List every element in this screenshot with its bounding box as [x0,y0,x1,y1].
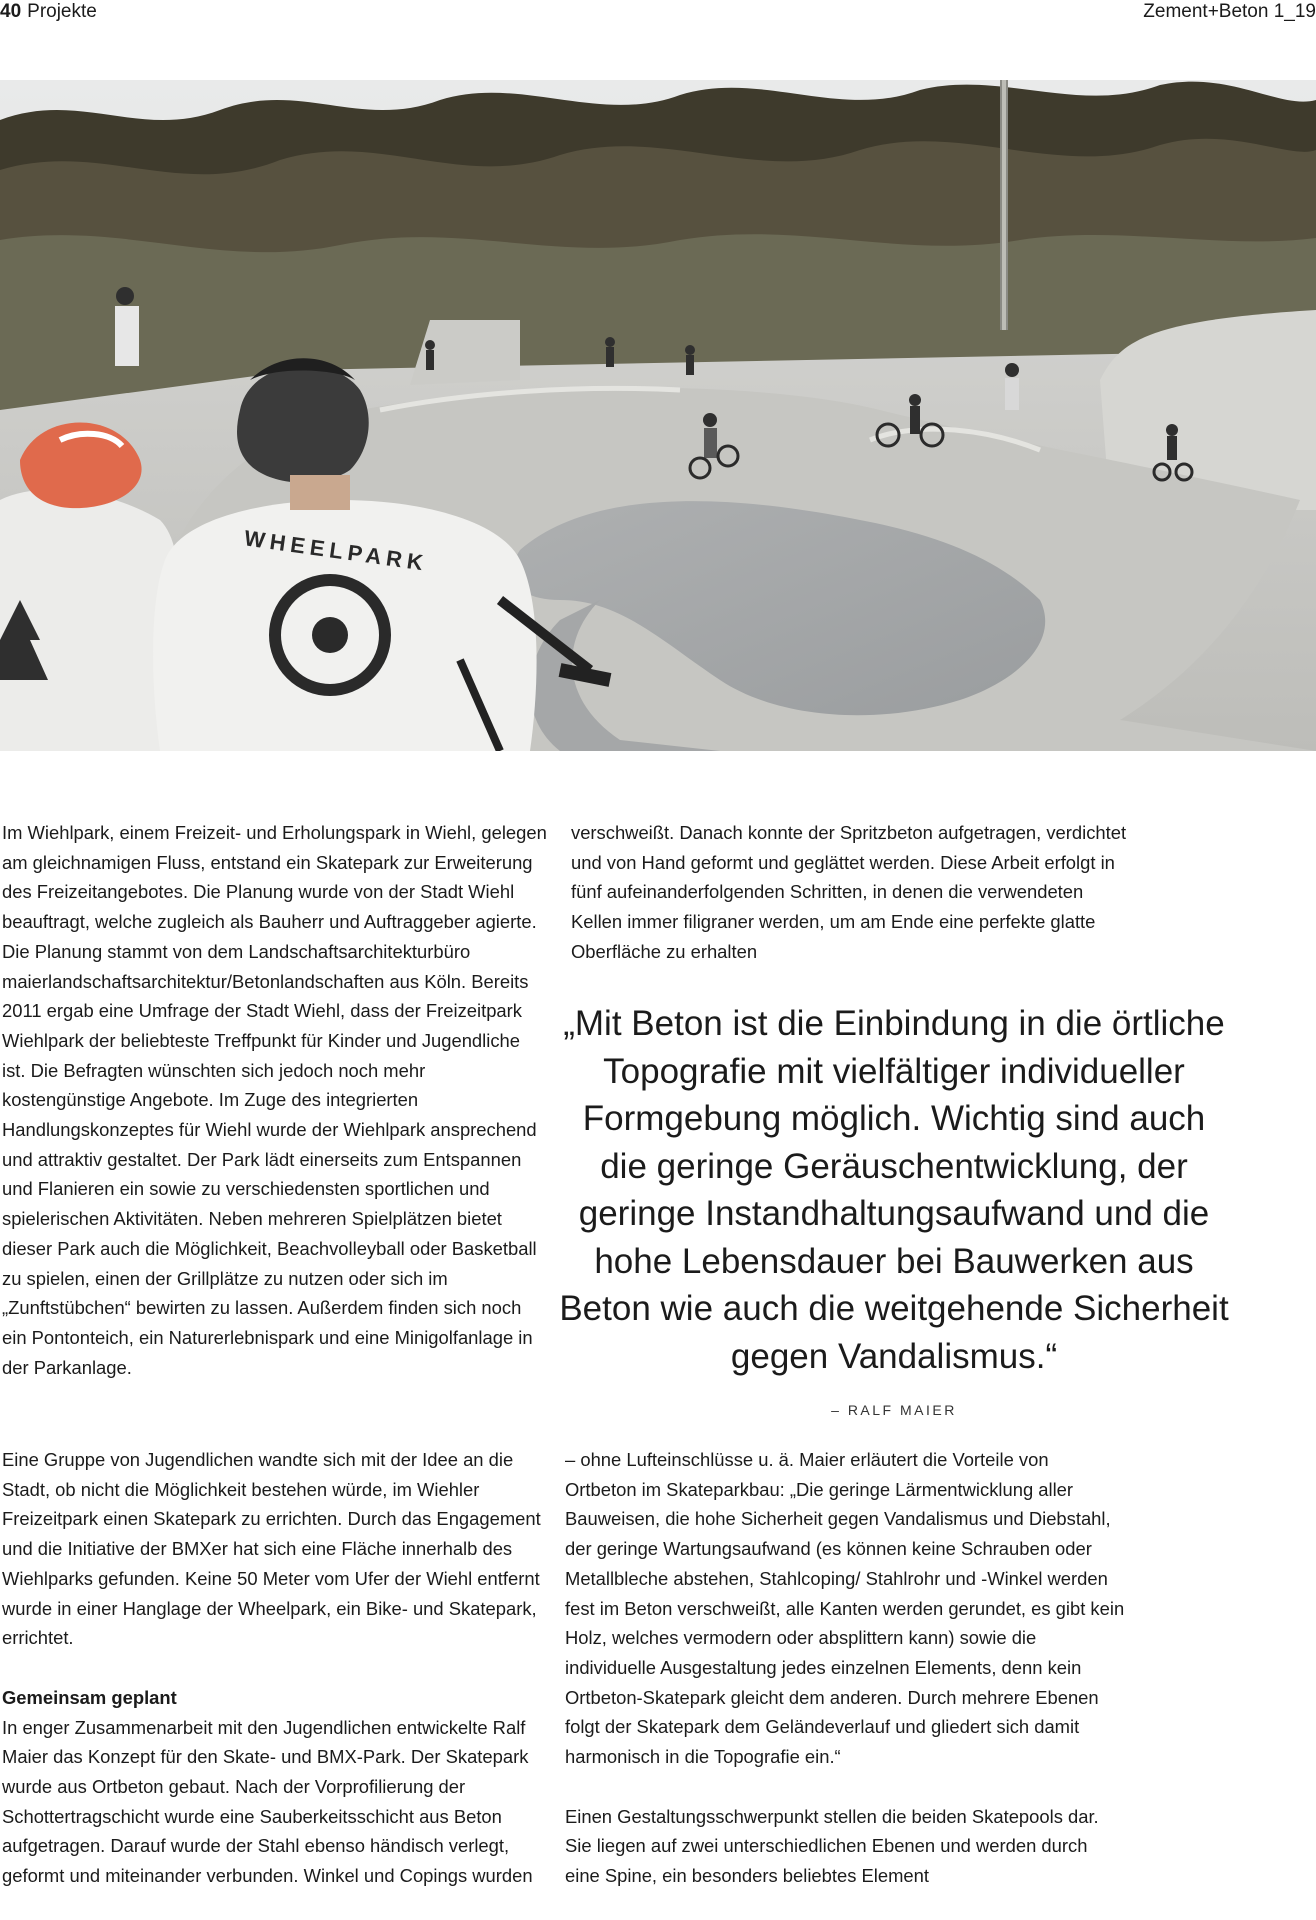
shirt-print: WHEELPARK [242,525,430,576]
header-left [0,0,97,24]
body-paragraph: In enger Zusammenarbeit mit den Jugendlichen entwickelte Ralf Maier das Konzept für den Skate- und BMX-Park. Der Skatepark wurde aus Ortbeton gebaut. Nach der Vorprofilierung der Schottertragschicht wurde eine Sauberkeitsschicht aus Beton aufgetragen. Darauf wurde der Stahl ebenso händisch verlegt, geformt und miteinander verbunden. Winkel und Copings wurden [2,1716,533,1887]
body-paragraph: – ohne Lufteinschlüsse u. ä. Maier erläutert die Vorteile von Ortbeton im Skateparkbau: „Die geringe Lärmentwicklung aller Bauweisen, die hohe Sicherheit gegen Vandalismus und Diebstahl, der geringe Wartungsaufwand (es können keine Schrauben oder Metallbleche abstehen, Stahlcoping/ Stahlrohr und -Winkel werden fest im Beton verschweißt, alle Kanten werden gerundet, es gibt kein Holz, welches vermodern oder absplittern kann) sowie die individuelle Ausgestaltung jedes einzelnen Elements, denn kein Ortbeton-Skatepark gleicht dem anderen. Durch mehrere Ebenen folgt der Skatepark dem Geländeverlauf und gliedert sich damit harmonisch in die Topografie ein.“ [565,1449,1125,1768]
section-heading: Gemeinsam geplant [2,1686,177,1708]
quote-attribution: – RALF MAIER [831,1402,957,1418]
page-header [0,0,1316,24]
body-paragraph: verschweißt. Danach konnte der Spritzbeton aufgetragen, verdichtet und von Hand geformt und geglättet werden. Diese Arbeit erfolgt in fünf aufeinanderfolgenden Schritten, in denen die verwendeten Kellen immer filigraner werden, um am Ende eine perfekte glatte Oberfläche zu erhalten [571,822,1127,962]
skatepark-photo [0,80,1316,751]
publication-label: Zement+Beton 1_19 [1143,1,1316,22]
pull-quote: „Mit Beton ist die Einbindung in die örtliche Topografie mit vielfältiger individueller Formgebung möglich. Wichtig sind auch die geringe Geräuschentwicklung, der geringe Instandhaltungsaufwand und die hohe Lebensdauer bei Bauwerken aus Beton wie auch die weitgehende Sicherheit gegen Vandalismus.“ [559,1004,1229,1376]
body-paragraph: Im Wiehlpark, einem Freizeit- und Erholungspark in Wiehl, gelegen am gleichnamigen Fluss, entstand ein Skatepark zur Erweiterung des Freizeitangebotes. Die Planung wurde von der Stadt Wiehl beauftragt, welche zugleich als Bauherr und Auftraggeber agierte. Die Planung stammt von dem Landschaftsarchitekturbüro maierlandschaftsarchitektur/Betonlandschaften aus Köln. Bereits 2011 ergab eine Umfrage der Stadt Wiehl, dass der Freizeitpark Wiehlpark der beliebteste Treffpunkt für Kinder und Jugendliche ist. Die Befragten wünschten sich jedoch noch mehr kostengünstige Angebote. Im Zuge des integrierten Handlungskonzeptes für Wiehl wurde der Wiehlpark ansprechend und attraktiv gestaltet. Der Park lädt einerseits zum Entspannen und Flanieren ein sowie zu verschiedensten sportlichen und spielerischen Aktivitäten. Neben mehreren Spielplätzen bietet dieser Park auch die Möglichkeit, Beachvolleyball oder Basketball zu spielen, einen der Grillplätze zu nutzen oder sich im „Zunftstübchen“ bewirten zu lassen. Außerdem finden sich noch ein Pontonteich, ein Naturerlebnispark und eine Minigolfanlage in der Parkanlage. [2,822,547,1378]
body-column-3 [571,818,1131,967]
body-column-2 [2,1445,547,1891]
skatepark-photo-illustration [0,80,1316,751]
page-number: 40 [0,1,22,22]
body-column-1 [2,818,547,1382]
body-paragraph: Einen Gestaltungsschwerpunkt stellen die beiden Skatepools dar. Sie liegen auf zwei unterschiedlichen Ebenen und werden durch eine Spine, ein besonders beliebtes Element [565,1805,1099,1887]
section-label: Projekte [27,1,97,22]
body-paragraph: Eine Gruppe von Jugendlichen wandte sich mit der Idee an die Stadt, ob nicht die Möglichkeit bestehen würde, im Wiehler Freizeitpark einen Skatepark zu errichten. Durch das Engagement und die Initiative der BMXer hat sich eine Fläche innerhalb des Wiehlparks gefunden. Keine 50 Meter vom Ufer der Wiehl entfernt wurde in einer Hanglage der Wheelpark, ein Bike- und Skatepark, errichtet. [2,1449,541,1649]
body-column-4 [565,1445,1125,1891]
